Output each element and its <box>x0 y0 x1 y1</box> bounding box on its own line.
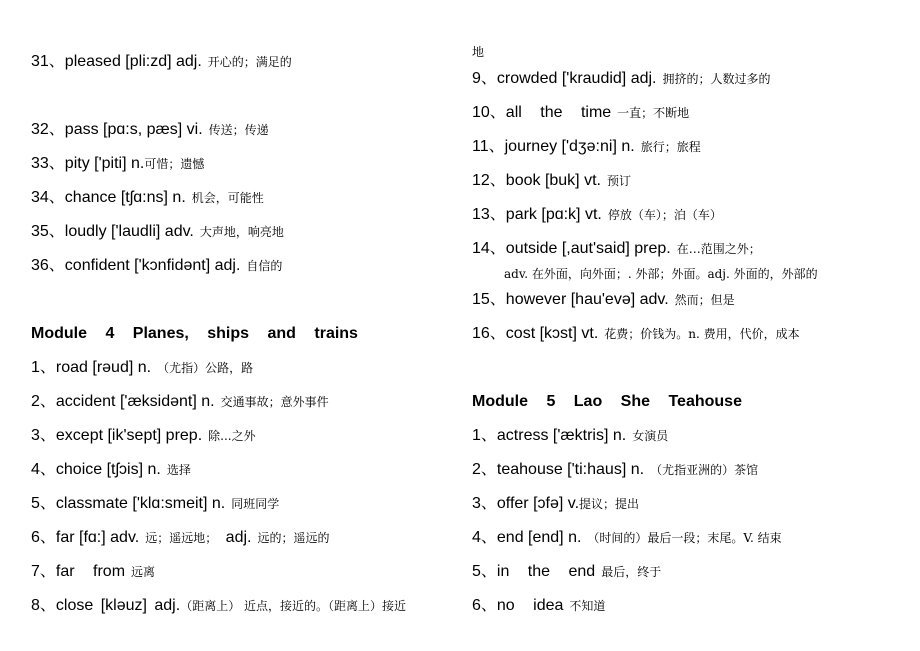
vocab-entry: 1、actress ['æktris] n. 女演员 <box>472 427 669 444</box>
vocab-entry: 32、pass [pɑ:s, pæs] vi. 传送；传递 <box>31 121 269 138</box>
vocab-entry: 16、cost [kɔst] vt. 花费；价钱为。n. 费用，代价，成本 <box>472 325 800 342</box>
vocab-entry: 9、crowded ['kraudid] adj. 拥挤的；人数过多的 <box>472 70 771 87</box>
vocab-entry: 7、far from 远离 <box>31 563 156 580</box>
continuation-text: 地 <box>472 45 485 59</box>
vocab-entry: 34、chance [tʃɑ:ns] n. 机会，可能性 <box>31 189 264 206</box>
module-5-heading: Module 5 Lao She Teahouse <box>472 393 742 410</box>
vocab-entry: 11、journey ['dʒə:ni] n. 旅行；旅程 <box>472 138 701 155</box>
vocab-entry: 12、book [buk] vt. 预订 <box>472 172 631 189</box>
vocab-entry: 4、end [end] n. （时间的）最后一段；末尾。V. 结束 <box>472 529 782 546</box>
vocab-entry: 15、however [hau'evə] adv. 然而；但是 <box>472 291 735 308</box>
vocab-entry: 5、classmate ['klɑ:smeit] n. 同班同学 <box>31 495 280 512</box>
vocab-entry-continuation: adv. 在外面，向外面；. 外部；外面。adj. 外面的，外部的 <box>504 267 818 281</box>
module-4-heading: Module 4 Planes, ships and trains <box>31 325 358 342</box>
vocab-entry: 6、far [fɑ:] adv. 远；遥远地； adj. 远的；遥远的 <box>31 529 330 546</box>
vocab-entry: 5、in the end 最后，终于 <box>472 563 662 580</box>
vocab-entry: 6、no idea 不知道 <box>472 597 606 614</box>
vocab-entry: 1、road [rəud] n. （尤指）公路，路 <box>31 359 254 376</box>
vocab-entry: 2、teahouse ['ti:haus] n. （尤指亚洲的）茶馆 <box>472 461 759 478</box>
vocab-entry: 10、all the time 一直；不断地 <box>472 104 690 121</box>
vocab-entry: 33、pity ['piti] n.可惜；遗憾 <box>31 155 205 172</box>
vocab-entry: 31、pleased [pli:zd] adj. 开心的；满足的 <box>31 53 292 70</box>
vocab-entry: 36、confident ['kɔnfidənt] adj. 自信的 <box>31 257 283 274</box>
vocab-entry: 3、offer [ɔfə] v.提议；提出 <box>472 495 640 512</box>
vocab-entry: 13、park [pɑ:k] vt. 停放（车）；泊（车） <box>472 206 722 223</box>
vocab-entry: 2、accident ['æksidənt] n. 交通事故；意外事件 <box>31 393 329 410</box>
vocab-entry: 35、loudly ['laudli] adv. 大声地，响亮地 <box>31 223 284 240</box>
vocab-entry: 4、choice [tʃɔis] n. 选择 <box>31 461 191 478</box>
vocab-entry: 3、except [ik'sept] prep. 除...之外 <box>31 427 256 444</box>
vocab-entry: 8、close [kləuz] adj.（距离上） 近点，接近的。（距离上）接近 <box>31 597 407 614</box>
vocab-entry: 14、outside [,aut'said] prep. 在…范围之外； <box>472 240 761 257</box>
